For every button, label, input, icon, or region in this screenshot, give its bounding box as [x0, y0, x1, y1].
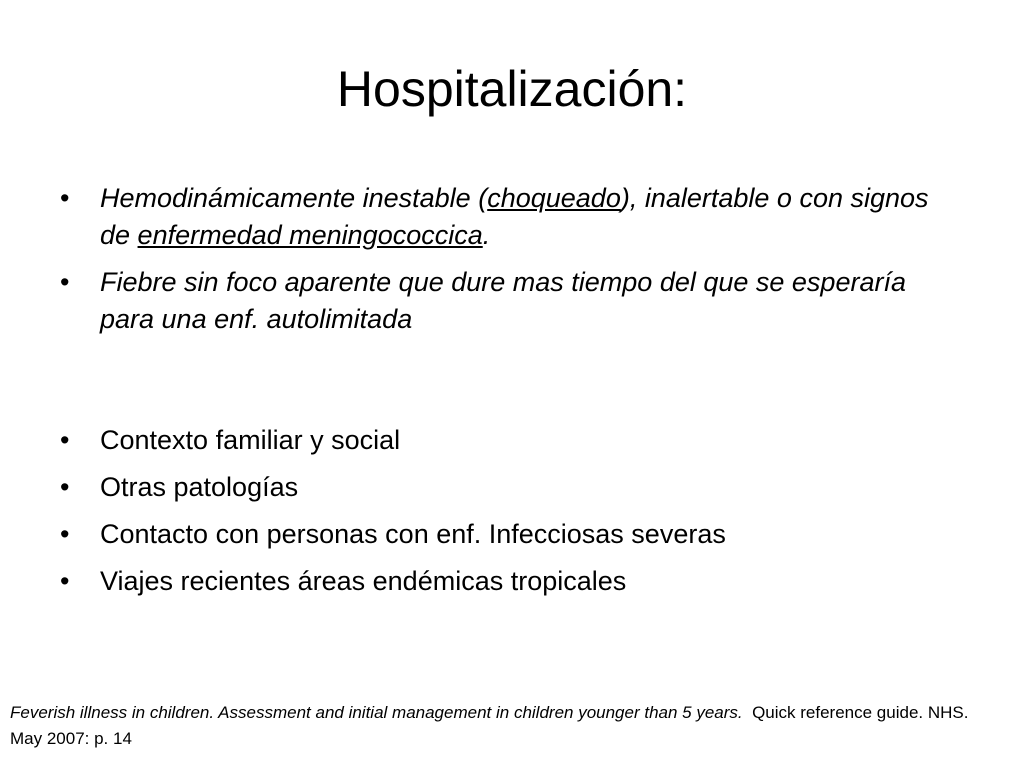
bullet-text-part: Hemodinámicamente inestable ( — [100, 183, 488, 213]
bullet-glyph: • — [60, 519, 70, 549]
bullet-glyph: • — [60, 472, 70, 502]
bullet-item-travel — [56, 563, 956, 600]
bullet-text: Fiebre sin foco aparente que dure mas tiempo del que se esperaría para una enf. autolimitada — [100, 267, 906, 334]
bullet-glyph: • — [60, 183, 70, 213]
reference-title: Feverish illness in children. Assessment and initial management in children younger than 5 years. — [10, 703, 743, 722]
bullet-text: Contacto con personas con enf. Infecciosas severas — [100, 519, 726, 549]
bullet-spacer — [56, 348, 956, 422]
bullet-text-part: ), inalertable o con signos de — [100, 183, 929, 250]
bullet-text: Contexto familiar y social — [100, 425, 401, 455]
bullet-item-fever — [56, 264, 956, 338]
reference-source: Quick reference guide. NHS. May 2007: p. 14 — [10, 703, 978, 748]
bullet-glyph: • — [60, 267, 70, 297]
bullet-item-hemodynamic — [56, 180, 956, 254]
bullet-item-contact — [56, 516, 956, 553]
bullet-glyph: • — [60, 566, 70, 596]
underlined-term-meningococcica: enfermedad meningococcica — [137, 220, 483, 250]
bullet-list — [56, 180, 956, 610]
bullet-item-context — [56, 422, 956, 459]
bullet-glyph: • — [60, 425, 70, 455]
bullet-item-pathologies — [56, 469, 956, 506]
bullet-text-part: . — [482, 220, 491, 250]
bullet-text: Otras patologías — [100, 472, 299, 502]
underlined-term-choqueado: choqueado — [487, 183, 621, 213]
reference-citation — [10, 700, 1010, 752]
slide-title: Hospitalización: — [336, 61, 688, 117]
bullet-text: Viajes recientes áreas endémicas tropicales — [100, 566, 627, 596]
